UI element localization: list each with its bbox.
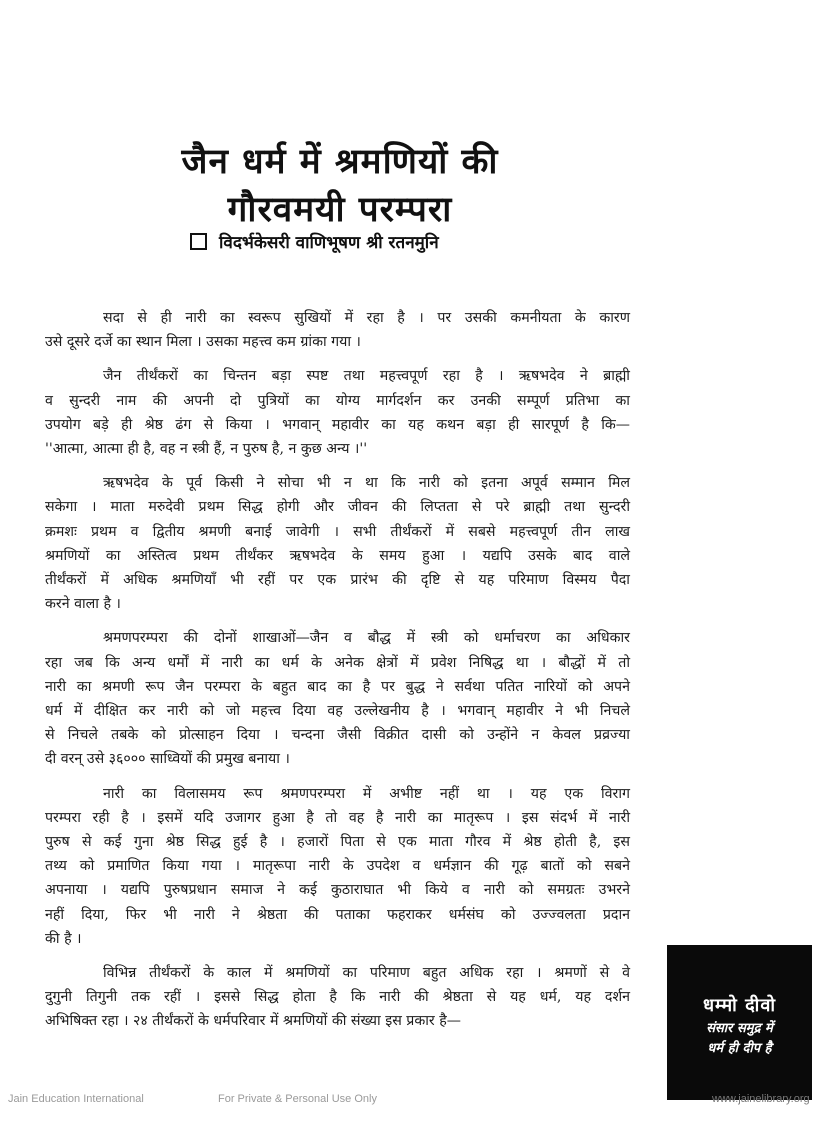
- paragraph-5: [45, 782, 630, 951]
- text-line: रहा जब कि अन्य धर्मों में नारी का धर्म के अनेक क्षेत्रों में प्रवेश निषिद्ध था । बौद्धों में तो: [45, 654, 630, 671]
- text-line: उसे दूसरे दर्जे का स्थान मिला । उसका महत्त्व कम ग्रांका गया ।: [45, 334, 361, 351]
- quote-box: [667, 945, 812, 1100]
- text-line: नारी का श्रमणी रूप जैन परम्परा के बहुत बाद का है पर बुद्ध ने सर्वथा पतित नारियों को अपने: [45, 678, 630, 695]
- text-line: की है ।: [45, 930, 82, 947]
- text-line: नारी का विलासमय रूप श्रमणपरम्परा में अभीष्ट नहीं था । यह एक विराग: [103, 785, 630, 802]
- text-line: सदा से ही नारी का स्वरूप सुखियों में रहा है । पर उसकी कमनीयता के कारण: [103, 310, 630, 326]
- quote-line-1: संसार समुद्र में: [706, 1021, 773, 1036]
- title-line-1: जैन धर्म में श्रमणियों की: [181, 142, 499, 182]
- footer-website-link[interactable]: www.jainelibrary.org: [712, 1093, 810, 1105]
- title-line-2: गौरवमयी परम्परा: [227, 190, 453, 230]
- text-line: ''आत्मा, आत्मा ही है, वह न स्त्री हैं, न पुरुष है, न कुछ अन्य ।'': [45, 441, 368, 458]
- square-bullet-icon: [190, 233, 207, 250]
- text-line: व सुन्दरी नाम की अपनी दो पुत्रियों का योग्य मार्गदर्शन कर उनकी सम्पूर्ण प्रतिभा का: [45, 392, 630, 409]
- footer-publisher: Jain Education International: [8, 1093, 144, 1105]
- text-line: जैन तीर्थंकरों का चिन्तन बड़ा स्पष्ट तथा महत्त्वपूर्ण रहा है । ऋषभदेव ने ब्राह्मी: [103, 368, 630, 385]
- text-line: पुरुष से कई गुना श्रेष्ठ सिद्ध हुई है । हजारों पिता से एक माता गौरव में श्रेष्ठ होती है, इस: [45, 834, 630, 851]
- text-line: परम्परा रही है । इसमें यदि उजागर हुआ है तो वह है नारी का मातृरूप । इस संदर्भ में नारी: [45, 809, 630, 826]
- text-line: करने वाला है ।: [45, 596, 121, 613]
- quote-line-2: धर्म ही दीप है: [707, 1041, 772, 1056]
- text-line: दी वरन् उसे ३६००० साध्वियों की प्रमुख बनाया ।: [45, 751, 290, 768]
- text-line: ऋषभदेव के पूर्व किसी ने सोचा भी न था कि नारी को इतना अपूर्व सम्मान मिल: [103, 475, 630, 492]
- paragraph-1: [45, 306, 630, 354]
- text-line: तीर्थंकरों में अधिक श्रमणियाँ भी रहीं पर एक प्रारंभ की दृष्टि से यह परिमाण विस्मय पैदा: [45, 572, 630, 589]
- paragraph-2: [45, 364, 630, 461]
- footer-usage-note: For Private & Personal Use Only: [218, 1093, 377, 1105]
- article-title: [130, 138, 550, 234]
- text-line: धर्म में दीक्षित कर नारी को जो महत्त्व दिया वह उल्लेखनीय है । भगवान् महावीर ने भी निचले: [45, 703, 630, 720]
- text-line: नहीं दिया, फिर भी नारी ने श्रेष्ठता की पताका फहराकर धर्मसंघ को उज्ज्वलता प्रदान: [45, 906, 630, 923]
- text-line: अभिषिक्त रहा । २४ तीर्थंकरों के धर्मपरिवार में श्रमणियों की संख्या इस प्रकार है—: [45, 1013, 461, 1030]
- text-line: अपनाया । यद्यपि पुरुषप्रधान समाज ने कई कुठाराघात भी किये व नारी को समग्रतः उभरने: [45, 882, 630, 899]
- article-body: [45, 306, 630, 1044]
- text-line: श्रमणपरम्परा की दोनों शाखाओं—जैन व बौद्ध में स्त्री को धर्माचरण का अधिकार: [103, 630, 630, 647]
- text-line: विभिन्न तीर्थंकरों के काल में श्रमणियों का परिमाण बहुत अधिक रहा । श्रमणों से वे: [103, 965, 630, 982]
- text-line: क्रमशः प्रथम व द्वितीय श्रमणी बनाई जावेगी । सभी तीर्थंकरों में सबसे महत्त्वपूर्ण तीन लाख: [45, 523, 630, 540]
- paragraph-3: [45, 471, 630, 616]
- text-line: श्रमणियों का अस्तित्व प्रथम तीर्थंकर ऋषभदेव के समय हुआ । यद्यपि उसके बाद वाले: [45, 547, 630, 564]
- paragraph-4: [45, 626, 630, 771]
- paragraph-6: [45, 961, 630, 1034]
- text-line: से निचले तबके को प्रोत्साहन दिया । चन्दना जैसी विक्रीत दासी को उन्होंने न केवल प्रव्रज्या: [45, 727, 630, 744]
- text-line: सकेगा । माता मरुदेवी प्रथम सिद्ध होगी और जीवन की लिप्तता से परे ब्राह्मी तथा सुन्दरी: [45, 499, 630, 516]
- author-byline: [190, 230, 439, 253]
- text-line: उपयोग बड़े ही श्रेष्ठ ढंग से किया । भगवान् महावीर का यह कथन बड़ा ही सारपूर्ण है कि—: [45, 416, 630, 433]
- quote-heading: धम्मो दीवो: [702, 995, 777, 1016]
- text-line: दुगुनी तिगुनी तक रहीं । इससे सिद्ध होता है कि नारी की श्रेष्ठता से यह धर्म, यह दर्शन: [45, 989, 630, 1006]
- text-line: तथ्य को प्रमाणित किया गया । मातृरूपा नारी के उपदेश व धर्मज्ञान की गूढ़ बातों को सबने: [45, 858, 630, 875]
- author-name: विदर्भकेसरी वाणिभूषण श्री रतनमुनि: [219, 233, 439, 253]
